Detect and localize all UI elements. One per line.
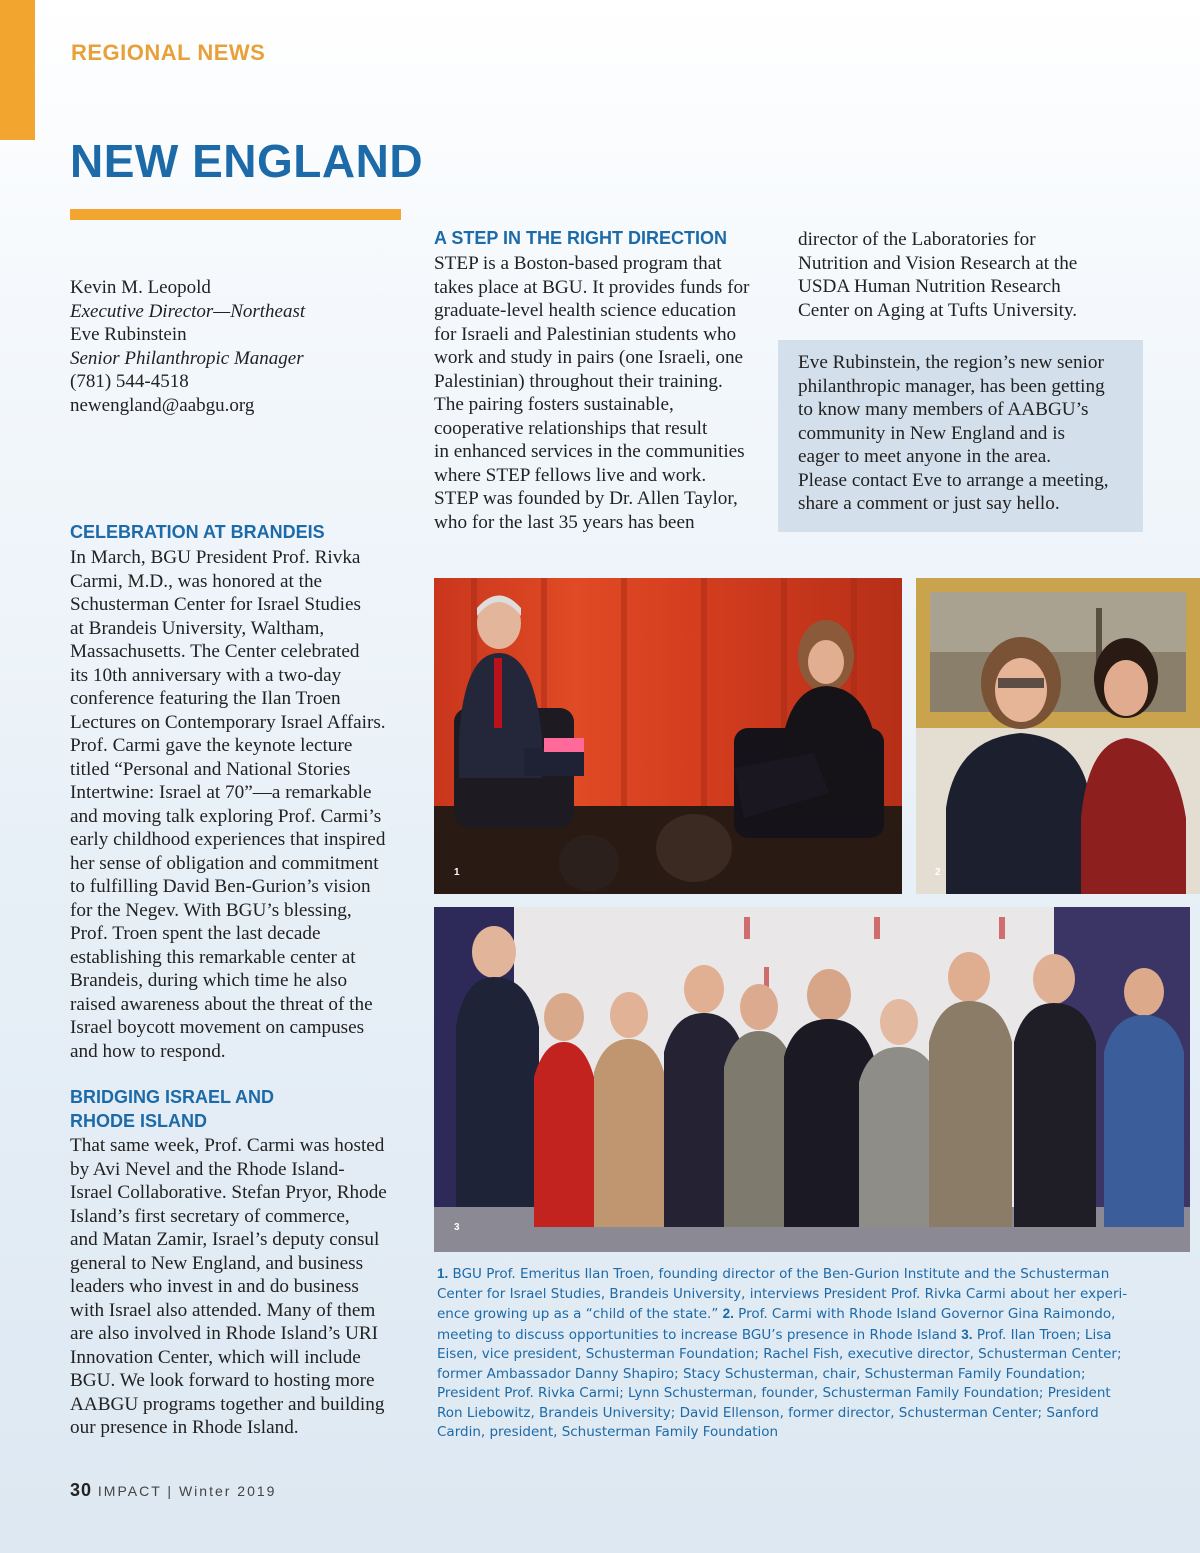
body-line: and Matan Zamir, Israel’s deputy consul xyxy=(70,1229,380,1250)
caption-text: BGU Prof. Emeritus Ilan Troen, founding director of the Ben-Gurion Institute and the Schusterman xyxy=(448,1266,1110,1282)
caption-text: Prof. Carmi with Rhode Island Governor Gina Raimondo, xyxy=(733,1306,1116,1322)
body-line: work and study in pairs (one Israeli, one xyxy=(434,347,744,368)
contact-name: Eve Rubinstein xyxy=(70,324,187,345)
body-line: with Israel also attended. Many of them xyxy=(70,1299,376,1321)
celebration-body xyxy=(70,546,410,1063)
contact-phone: (781) 544-4518 xyxy=(70,371,189,392)
body-line: Palestinian) throughout their training. xyxy=(434,370,723,392)
caption-line: Eisen, vice president, Schusterman Foundation; Rachel Fish, executive director, Schusterman Center; xyxy=(437,1346,1122,1362)
section-label: REGIONAL NEWS xyxy=(71,40,266,65)
body-line: Intertwine: Israel at 70”—a remarkable xyxy=(70,782,372,803)
caption-text: meeting to discuss opportunities to increase BGU’s presence in Rhode Island xyxy=(437,1326,962,1343)
body-line: director of the Laboratories for xyxy=(798,229,1036,250)
caption-line: former Ambassador Danny Shapiro; Stacy Schusterman, chair, Schusterman Family Foundation; xyxy=(437,1365,1086,1382)
body-line: BGU. We look forward to hosting more xyxy=(70,1370,375,1391)
callout-text xyxy=(798,351,1143,516)
body-line: and moving talk exploring Prof. Carmi’s xyxy=(70,805,382,827)
caption-line xyxy=(437,1325,1137,1346)
body-line: Israel Collaborative. Stefan Pryor, Rhode xyxy=(70,1182,387,1203)
contact-role: Executive Director—Northeast xyxy=(70,300,306,322)
body-line: STEP is a Boston-based program that xyxy=(434,253,722,274)
photo-number: 1 xyxy=(454,867,460,878)
body-line: Please contact Eve to arrange a meeting, xyxy=(798,469,1109,491)
body-line: titled “Personal and National Stories xyxy=(70,758,351,780)
body-line: to fulfilling David Ben-Gurion’s vision xyxy=(70,876,371,897)
body-line: who for the last 35 years has been xyxy=(434,511,695,533)
caption-text: ence growing up as a “child of the state.” xyxy=(437,1306,723,1322)
issue-date: Winter 2019 xyxy=(178,1483,277,1499)
body-line: eager to meet anyone in the area. xyxy=(798,446,1052,467)
body-line: Israel boycott movement on campuses xyxy=(70,1017,365,1038)
caption-line xyxy=(437,1264,1137,1285)
footer-separator: | xyxy=(167,1483,174,1499)
contact-block xyxy=(70,276,305,417)
heading-line: RHODE ISLAND xyxy=(70,1111,208,1131)
caption-number: 1. xyxy=(437,1266,449,1281)
body-line: where STEP fellows live and work. xyxy=(434,464,707,486)
caption-line: Ron Liebowitz, Brandeis University; David Ellenson, former director, Schusterman Center; Sanford xyxy=(437,1404,1099,1421)
body-line: to know many members of AABGU’s xyxy=(798,399,1089,420)
caption-line: Cardin, president, Schusterman Family Foundation xyxy=(437,1424,779,1440)
bridging-body xyxy=(70,1134,410,1440)
body-line: Nutrition and Vision Research at the xyxy=(798,252,1078,274)
body-line: Lectures on Contemporary Israel Affairs. xyxy=(70,711,386,733)
bridging-heading xyxy=(70,1085,274,1133)
body-line: community in New England and is xyxy=(798,422,1065,444)
body-line: graduate-level health science education xyxy=(434,300,737,321)
body-line: in enhanced services in the communities xyxy=(434,441,745,462)
body-line: by Avi Nevel and the Rhode Island- xyxy=(70,1158,345,1180)
caption-line: President Prof. Rivka Carmi; Lynn Schusterman, founder, Schusterman Family Foundation; President xyxy=(437,1385,1111,1401)
body-line: Center on Aging at Tufts University. xyxy=(798,299,1078,321)
celebration-heading: CELEBRATION AT BRANDEIS xyxy=(70,522,325,542)
body-line: The pairing fosters sustainable, xyxy=(434,394,674,415)
body-line: That same week, Prof. Carmi was hosted xyxy=(70,1135,385,1156)
body-line: STEP was founded by Dr. Allen Taylor, xyxy=(434,488,738,509)
photo-group xyxy=(434,907,1190,1252)
body-line: Eve Rubinstein, the region’s new senior xyxy=(798,352,1104,373)
body-line: Carmi, M.D., was honored at the xyxy=(70,570,323,592)
step-heading: A STEP IN THE RIGHT DIRECTION xyxy=(434,228,728,248)
step-body xyxy=(434,252,774,534)
page-footer xyxy=(70,1480,276,1501)
heading-line: BRIDGING ISRAEL AND xyxy=(70,1087,275,1107)
photo-governor xyxy=(916,578,1200,894)
photo-number: 3 xyxy=(454,1222,460,1233)
body-line: and how to respond. xyxy=(70,1040,226,1062)
body-line: for the Negev. With BGU’s blessing, xyxy=(70,899,352,921)
body-line: Island’s first secretary of commerce, xyxy=(70,1205,350,1227)
body-line: at Brandeis University, Waltham, xyxy=(70,617,325,639)
title-rule xyxy=(70,209,401,220)
body-line: philanthropic manager, has been getting xyxy=(798,375,1105,397)
body-line: are also involved in Rhode Island’s URI xyxy=(70,1323,379,1344)
body-line: takes place at BGU. It provides funds for xyxy=(434,276,750,298)
body-line: conference featuring the Ilan Troen xyxy=(70,688,341,709)
body-line: Innovation Center, which will include xyxy=(70,1346,361,1368)
body-line: our presence in Rhode Island. xyxy=(70,1417,299,1438)
body-line: establishing this remarkable center at xyxy=(70,946,356,968)
body-line: AABGU programs together and building xyxy=(70,1393,385,1415)
body-line: its 10th anniversary with a two-day xyxy=(70,664,342,686)
body-line: share a comment or just say hello. xyxy=(798,493,1060,514)
caption-line xyxy=(437,1304,1137,1325)
step-body-continued xyxy=(798,228,1143,322)
body-line: Massachusetts. The Center celebrated xyxy=(70,641,360,662)
contact-email: newengland@aabgu.org xyxy=(70,394,255,416)
caption-number: 3. xyxy=(961,1326,973,1342)
publication-name: IMPACT xyxy=(97,1483,162,1499)
body-line: cooperative relationships that result xyxy=(434,417,708,439)
body-line: raised awareness about the threat of the xyxy=(70,993,373,1015)
caption-text: Prof. Ilan Troen; Lisa xyxy=(972,1326,1112,1343)
body-line: her sense of obligation and commitment xyxy=(70,852,379,874)
body-line: Schusterman Center for Israel Studies xyxy=(70,594,361,615)
body-line: general to New England, and business xyxy=(70,1252,364,1274)
body-line: for Israeli and Palestinian students who xyxy=(434,323,737,345)
caption-number: 2. xyxy=(722,1306,734,1321)
body-line: Prof. Troen spent the last decade xyxy=(70,923,321,944)
contact-name: Kevin M. Leopold xyxy=(70,277,211,298)
accent-bar xyxy=(0,0,35,140)
body-line: Brandeis, during which time he also xyxy=(70,970,348,991)
body-line: leaders who invest in and do business xyxy=(70,1276,359,1297)
photo-interview xyxy=(434,578,902,894)
contact-role: Senior Philanthropic Manager xyxy=(70,347,304,369)
body-line: Prof. Carmi gave the keynote lecture xyxy=(70,735,353,756)
photo-captions xyxy=(437,1264,1137,1443)
body-line: In March, BGU President Prof. Rivka xyxy=(70,547,361,568)
body-line: early childhood experiences that inspired xyxy=(70,829,386,850)
caption-line: Center for Israel Studies, Brandeis University, interviews President Prof. Rivka Carmi about her experi- xyxy=(437,1285,1128,1302)
page-title: NEW ENGLAND xyxy=(70,135,424,187)
photo-number: 2 xyxy=(935,867,941,878)
body-line: USDA Human Nutrition Research xyxy=(798,276,1061,297)
page-number: 30 xyxy=(70,1480,93,1500)
